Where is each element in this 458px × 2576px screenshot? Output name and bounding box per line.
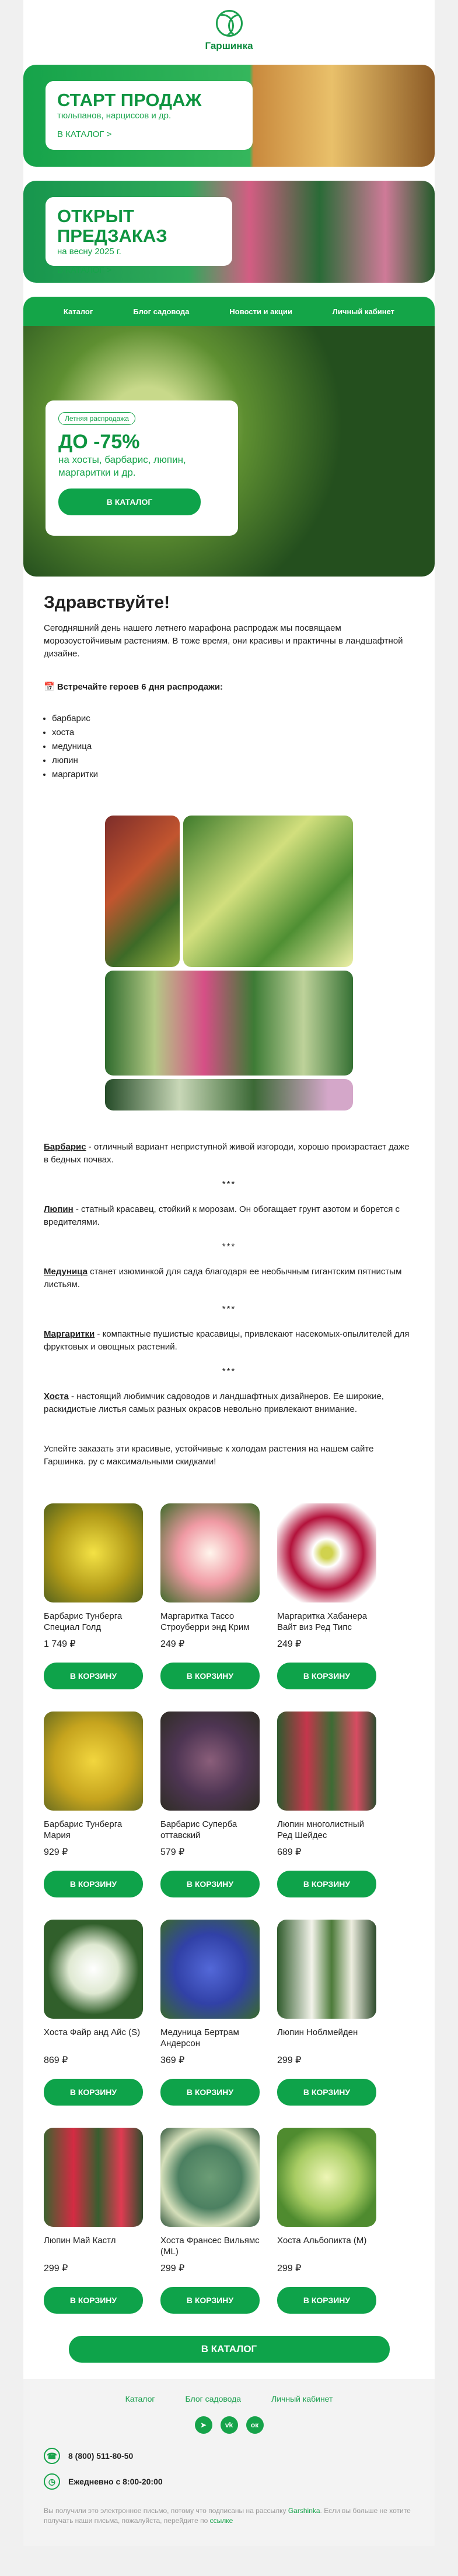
product-price: 579 ₽	[160, 1847, 185, 1857]
banner-card	[46, 197, 232, 275]
plant-link[interactable]: Люпин	[44, 1204, 74, 1214]
summer-sale-hero[interactable]	[23, 326, 435, 577]
add-to-cart-button[interactable]: В КОРЗИНУ	[160, 1663, 260, 1689]
product-grid	[44, 1503, 435, 2336]
product-card	[160, 1712, 260, 1897]
banner-subtitle: тюльпанов, нарциссов и др.	[57, 111, 172, 121]
phone-icon: ☎	[44, 2448, 60, 2464]
product-name[interactable]: Маргаритка Тассо Строуберри энд Крим	[160, 1611, 250, 1632]
nav-news[interactable]: Новости и акции	[229, 307, 292, 316]
unsubscribe-link[interactable]: ссылке	[209, 2517, 233, 2525]
sale-badge: Летняя распродажа	[58, 412, 135, 425]
add-to-cart-button[interactable]: В КОРЗИНУ	[277, 2287, 376, 2314]
product-price: 1 749 ₽	[44, 1639, 76, 1649]
add-to-cart-button[interactable]: В КОРЗИНУ	[44, 1871, 143, 1897]
odnoklassniki-icon[interactable]: ок	[246, 2416, 264, 2434]
separator: ***	[222, 1242, 236, 1252]
heroes-list	[52, 712, 414, 782]
add-to-cart-button[interactable]: В КОРЗИНУ	[160, 1871, 260, 1897]
product-card	[160, 1503, 260, 1689]
plant-link[interactable]: Маргаритки	[44, 1329, 95, 1339]
letter-content	[23, 593, 435, 1468]
product-card	[44, 1920, 143, 2106]
logo-mark	[216, 10, 243, 37]
add-to-cart-button[interactable]: В КОРЗИНУ	[44, 1663, 143, 1689]
list-item: • маргаритки	[52, 768, 414, 782]
product-card	[277, 1712, 376, 1897]
separator: ***	[222, 1366, 236, 1376]
product-name[interactable]: Хоста Франсес Вильямс (ML)	[160, 2236, 260, 2257]
plant-link[interactable]: Барбарис	[44, 1142, 86, 1152]
product-name[interactable]: Медуница Бертрам Андерсон	[160, 2027, 239, 2048]
gallery-image-lungwort	[105, 971, 353, 1076]
description-item: Хоста - настоящий любимчик садоводов и ландшафтных дизайнеров. Ее широкие, раскидистые листья самых разных окрасов невольно привлекают внимание.	[44, 1391, 384, 1414]
legal-text: Вы получили это электронное письмо, потому что подписаны на рассылку Garshinka. Если вы больше не хотите получать наши письма, пожалуйста, перейдите по ссылке	[44, 2507, 411, 2525]
product-price: 299 ₽	[277, 2055, 302, 2065]
product-name[interactable]: Хоста Файр анд Айс (S)	[44, 2027, 141, 2037]
discount-title: ДО -75%	[58, 431, 140, 453]
brand-logo[interactable]	[23, 0, 435, 61]
gallery-image-daisy	[105, 1079, 353, 1110]
footer-navigation	[44, 2394, 414, 2403]
gallery-image-hosta	[183, 816, 353, 967]
list-item: • хоста	[52, 726, 414, 740]
product-card	[44, 1503, 143, 1689]
add-to-cart-button[interactable]: В КОРЗИНУ	[160, 2287, 260, 2314]
product-image[interactable]	[277, 2128, 376, 2227]
vk-icon[interactable]: vk	[221, 2416, 238, 2434]
product-price: 929 ₽	[44, 1847, 68, 1857]
product-image[interactable]	[160, 1920, 260, 2019]
product-name[interactable]: Маргаритка Хабанера Вайт виз Ред Типс	[277, 1611, 368, 1632]
add-to-cart-button[interactable]: В КОРЗИНУ	[44, 2287, 143, 2314]
product-name[interactable]: Хоста Альбопикта (M)	[277, 2236, 367, 2245]
banner-start-sales[interactable]	[23, 65, 435, 167]
footer-link-account[interactable]: Личный кабинет	[271, 2394, 333, 2403]
brand-name: Гаршинка	[205, 40, 253, 51]
nav-catalog[interactable]: Каталог	[63, 307, 93, 316]
greeting-title: Здравствуйте!	[44, 593, 170, 612]
banner-subtitle: на весну 2025 г.	[57, 247, 121, 256]
product-price: 249 ₽	[160, 1639, 185, 1649]
product-name[interactable]: Люпин многолистный Ред Шейдес	[277, 1819, 365, 1840]
nav-blog[interactable]: Блог садовода	[133, 307, 190, 316]
banner-preorder[interactable]	[23, 181, 435, 283]
product-image[interactable]	[160, 1712, 260, 1811]
catalog-button[interactable]: В КАТАЛОГ	[69, 2336, 390, 2363]
add-to-cart-button[interactable]: В КОРЗИНУ	[277, 1871, 376, 1897]
product-image[interactable]	[44, 2128, 143, 2227]
separator: ***	[222, 1179, 236, 1189]
product-image[interactable]	[160, 2128, 260, 2227]
banner-title: ОТКРЫТ ПРЕДЗАКАЗ	[57, 206, 167, 246]
gallery-image-barberry	[105, 816, 180, 967]
product-card	[277, 1503, 376, 1689]
product-name[interactable]: Барбарис Тунберга Мария	[44, 1819, 123, 1840]
nav-account[interactable]: Личный кабинет	[332, 307, 395, 316]
product-price: 299 ₽	[44, 2264, 68, 2273]
description-item: Барбарис - отличный вариант неприступной живой изгороди, хорошо произрастает даже в бедных почвах.	[44, 1142, 410, 1165]
footer-link-blog[interactable]: Блог садовода	[185, 2394, 242, 2403]
product-price: 869 ₽	[44, 2055, 68, 2065]
product-price: 299 ₽	[160, 2264, 185, 2273]
product-image[interactable]	[44, 1712, 143, 1811]
product-image[interactable]	[277, 1920, 376, 2019]
separator: ***	[222, 1304, 236, 1314]
plant-link[interactable]: Хоста	[44, 1391, 69, 1401]
email-body	[23, 0, 435, 2546]
add-to-cart-button[interactable]: В КОРЗИНУ	[277, 1663, 376, 1689]
product-image[interactable]	[44, 1920, 143, 2019]
phone-number[interactable]: 8 (800) 511-80-50	[68, 2451, 134, 2461]
hours-text: Ежедневно с 8:00-20:00	[68, 2477, 163, 2486]
product-card	[44, 1712, 143, 1897]
product-price: 689 ₽	[277, 1847, 302, 1857]
top-navigation	[23, 297, 435, 326]
social-links	[44, 2416, 414, 2434]
product-name[interactable]: Барбарис Тунберга Специал Голд	[44, 1611, 123, 1632]
list-item: • барбарис	[52, 712, 414, 726]
product-price: 299 ₽	[277, 2264, 302, 2273]
working-hours	[44, 2473, 414, 2490]
product-card	[277, 2128, 376, 2314]
banner-card	[46, 81, 253, 150]
product-card	[160, 2128, 260, 2314]
product-card	[277, 1920, 376, 2106]
product-name[interactable]: Люпин Ноблмейден	[277, 2027, 358, 2037]
intro-text: Сегодняшний день нашего летнего марафона распродаж мы посвящаем морозоустойчивым растениям. В тоже время, они красивы и практичны в ландшафтной дизайне.	[44, 623, 403, 659]
add-to-cart-button[interactable]: В КОРЗИНУ	[44, 2079, 143, 2106]
plant-gallery	[105, 816, 353, 1110]
description-item: Люпин - статный красавец, стойкий к морозам. Он обогащает грунт азотом и борется с вредителями.	[44, 1204, 400, 1227]
heroes-title: 📅 Встречайте героев 6 дня распродажи:	[44, 682, 223, 692]
product-image[interactable]	[44, 1503, 143, 1602]
hero-card	[46, 400, 238, 536]
product-image[interactable]	[277, 1503, 376, 1602]
footer	[23, 2379, 435, 2546]
telegram-icon[interactable]: ➤	[195, 2416, 212, 2434]
banner-catalog-link[interactable]: В КАТАЛОГ >	[57, 129, 112, 139]
product-image[interactable]	[160, 1503, 260, 1602]
product-card	[44, 2128, 143, 2314]
footer-link-catalog[interactable]: Каталог	[125, 2394, 155, 2403]
phone-contact	[44, 2448, 414, 2464]
add-to-cart-button[interactable]: В КОРЗИНУ	[160, 2079, 260, 2106]
product-card	[160, 1920, 260, 2106]
list-item: • медуница	[52, 740, 414, 754]
discount-subtitle: на хосты, барбарис, люпин, маргаритки и др.	[58, 454, 186, 478]
plant-link[interactable]: Медуница	[44, 1267, 88, 1277]
product-image[interactable]	[277, 1712, 376, 1811]
add-to-cart-button[interactable]: В КОРЗИНУ	[277, 2079, 376, 2106]
clock-icon: ◷	[44, 2473, 60, 2490]
product-price: 369 ₽	[160, 2055, 185, 2065]
banner-catalog-link[interactable]: В КАТАЛОГ >	[57, 265, 112, 275]
product-price: 249 ₽	[277, 1639, 302, 1649]
banner-title: СТАРТ ПРОДАЖ	[57, 90, 202, 110]
product-name[interactable]: Люпин Май Кастл	[44, 2236, 116, 2245]
description-item: Маргаритки - компактные пушистые красавицы, привлекают насекомых-опылителей для фруктовых и овощных растений.	[44, 1329, 410, 1352]
site-link[interactable]: Garshinka	[288, 2507, 320, 2515]
hero-catalog-button[interactable]: В КАТАЛОГ	[58, 489, 201, 515]
product-name[interactable]: Барбарис Суперба оттавский	[160, 1819, 237, 1840]
description-item: Медуница станет изюминкой для сада благодаря ее необычным гигантским пятнистым листьям.	[44, 1267, 402, 1289]
closing-text: Успейте заказать эти красивые, устойчивые к холодам растения на нашем сайте Гаршинка. ру с максимальными скидками!	[44, 1444, 374, 1467]
list-item: • люпин	[52, 754, 414, 768]
